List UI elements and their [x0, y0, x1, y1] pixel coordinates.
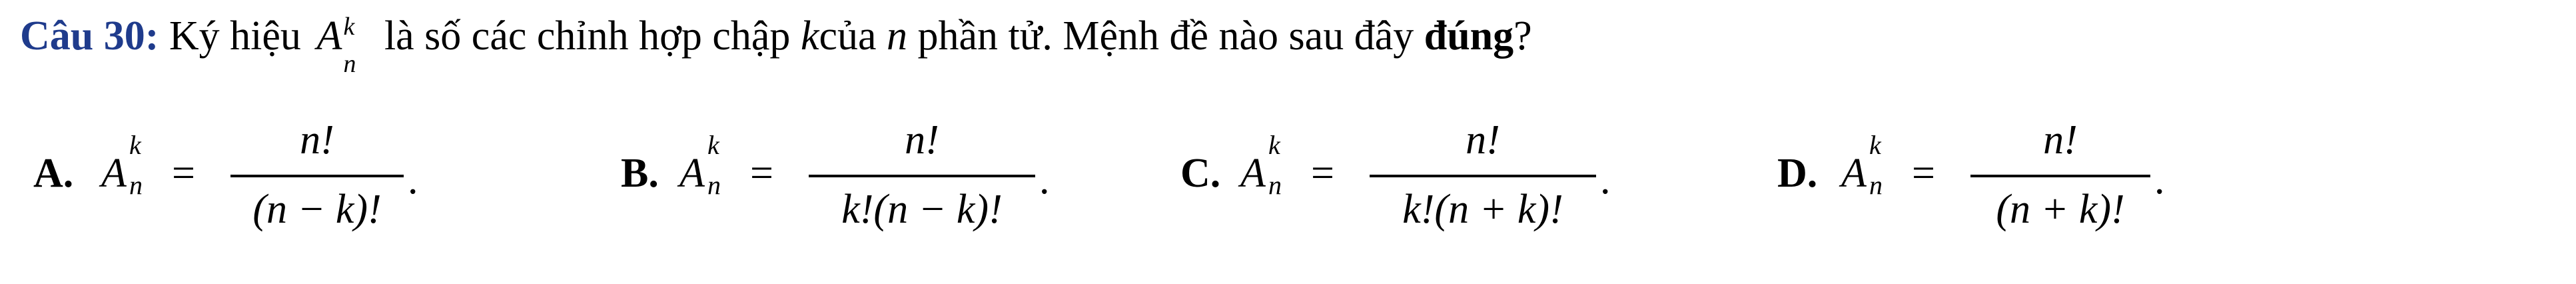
arrangement-symbol — [316, 4, 368, 78]
option-b-denominator: k!(n − k)! — [841, 187, 1003, 232]
option-b-period: . — [1039, 157, 1050, 203]
option-c-label: C. — [1180, 151, 1221, 196]
question-number: Câu 30: — [20, 13, 159, 59]
option-a-fraction-bar — [230, 175, 404, 177]
option-b[interactable] — [621, 113, 1074, 260]
option-d-period: . — [2154, 157, 2165, 203]
stem-emphasis: đúng — [1424, 13, 1514, 59]
stem-text-4: phần tử. Mệnh đề nào sau đây — [917, 13, 1414, 59]
symbol-sub: n — [343, 50, 356, 78]
option-b-fraction — [809, 113, 1035, 240]
stem-text-1: Ký hiệu — [169, 13, 301, 59]
option-b-symbol: A k n — [679, 130, 721, 200]
option-c-fraction — [1370, 113, 1596, 240]
option-a-denominator: (n − k)! — [252, 187, 382, 232]
option-a-fraction — [230, 113, 404, 240]
option-c-period: . — [1600, 157, 1611, 203]
question-stem — [20, 4, 1532, 78]
option-b-label: B. — [621, 151, 659, 196]
option-c-fraction-bar — [1370, 175, 1596, 177]
option-d-equals: = — [1912, 151, 1935, 196]
option-d-fraction-bar — [1970, 175, 2150, 177]
option-c-symbol: A k n — [1240, 130, 1282, 200]
option-d-numerator: n! — [2043, 117, 2078, 163]
option-c-equals: = — [1311, 151, 1334, 196]
symbol-base: A — [316, 13, 342, 59]
option-a-label: A. — [33, 151, 74, 196]
stem-text-2: là số các chỉnh hợp chập — [384, 13, 791, 59]
symbol-sup: k — [343, 13, 355, 41]
stem-end: ? — [1513, 13, 1532, 59]
stem-var-k: k — [800, 13, 819, 59]
stem-text-3: của — [819, 13, 877, 59]
option-d-symbol: A k n — [1841, 130, 1883, 200]
option-b-equals: = — [750, 151, 773, 196]
option-d[interactable] — [1777, 113, 2190, 260]
option-b-fraction-bar — [809, 175, 1035, 177]
option-d-label: D. — [1777, 151, 1818, 196]
option-b-numerator: n! — [905, 117, 939, 163]
option-a-numerator: n! — [300, 117, 334, 163]
option-a-period: . — [408, 157, 418, 203]
option-d-fraction — [1970, 113, 2150, 240]
option-d-denominator: (n + k)! — [1996, 187, 2125, 232]
option-c-numerator: n! — [1466, 117, 1500, 163]
option-c-denominator: k!(n + k)! — [1402, 187, 1563, 232]
option-a-symbol: A k n — [101, 130, 143, 200]
option-a-equals: = — [172, 151, 195, 196]
option-c[interactable] — [1180, 113, 1633, 260]
option-a[interactable] — [33, 113, 433, 260]
stem-var-n: n — [887, 13, 908, 59]
